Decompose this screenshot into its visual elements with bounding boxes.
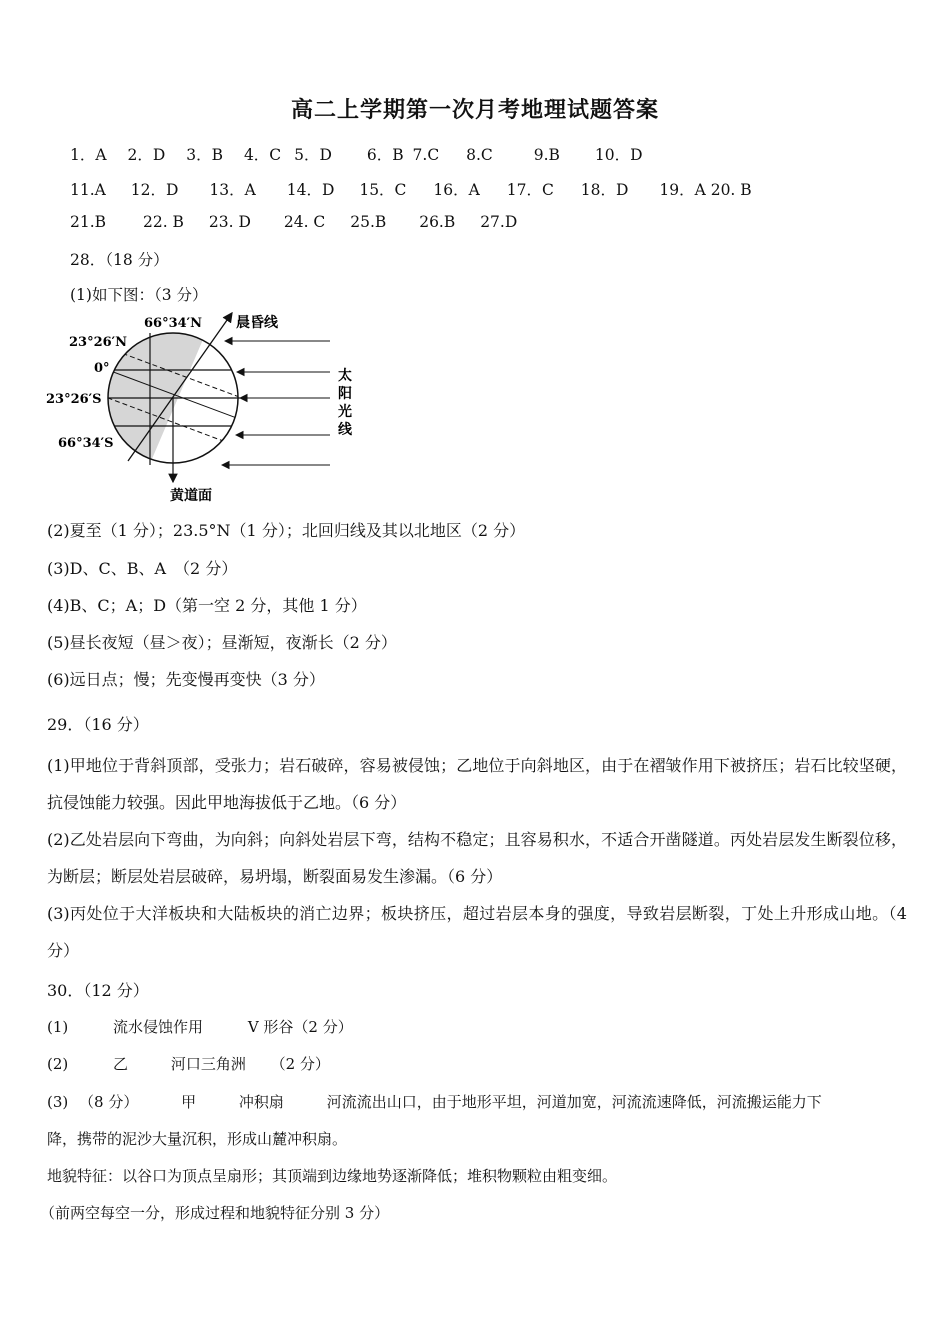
q30-header: 30．（12 分） <box>47 981 149 1000</box>
mc-answer: 22. B <box>142 213 184 231</box>
mc-answer: 1．A <box>70 146 107 164</box>
night-side <box>40 305 222 510</box>
mc-answer: 26.B <box>419 213 456 231</box>
mc-answer: 23. D <box>208 213 251 231</box>
mc-answer: 19．A <box>659 181 706 199</box>
label-terminator: 晨昏线 <box>236 315 278 331</box>
mc-answer: 17．C <box>506 181 554 199</box>
q28-answer-2: (2)夏至（1 分）；23.5°N（1 分）；北回归线及其以北地区（2 分） <box>47 521 526 540</box>
mc-answer: 20. B <box>710 181 752 199</box>
mc-answer: 25.B <box>350 213 387 231</box>
q28-answer-3: (3)D、C、B、A （2 分） <box>47 559 238 578</box>
label-0: 0° <box>94 361 110 376</box>
q28-answer-1: (1)如下图：（3 分） <box>70 286 208 304</box>
mc-answer: 18．D <box>580 181 629 199</box>
q29-answer-2: (2)乙处岩层向下弯曲，为向斜；向斜处岩层下弯，结构不稳定；且容易积水，不适合开凿隧道。丙处岩层发生断裂位移，为断层；断层处岩层破碎，易坍塌，断裂面易发生渗漏。（6 分） <box>47 830 907 886</box>
q28-answer-4: (4)B、C；A；D（第一空 2 分，其他 1 分） <box>47 596 367 615</box>
answer-part: （2 分） <box>270 1055 330 1073</box>
q30-answer-3-continued: 降，携带的泥沙大量沉积，形成山麓冲积扇。 <box>47 1130 348 1148</box>
q30-answer-3 <box>47 1091 822 1112</box>
label-sunlight: 光 <box>338 404 352 420</box>
mc-answer: 6．B <box>366 146 404 164</box>
answer-score: （8 分） <box>79 1093 139 1111</box>
mc-answer: 13．A <box>209 181 256 199</box>
mc-row-1 <box>70 143 643 165</box>
mc-answer: 27.D <box>480 213 518 231</box>
label-23s: 23°26′S <box>46 392 102 407</box>
mc-answer: 12．D <box>130 181 179 199</box>
q28-header: 28．（18 分） <box>70 251 169 269</box>
q30-answer-1 <box>47 1016 353 1037</box>
mc-answer: 2．D <box>127 146 166 164</box>
label-23n: 23°26′N <box>69 335 127 350</box>
answer-number: (3) <box>47 1093 69 1111</box>
answer-part: 乙 <box>113 1055 129 1073</box>
mc-answer: 7.C <box>412 146 440 164</box>
mc-answer: 4．C <box>243 146 282 164</box>
mc-answer: 8.C <box>466 146 493 164</box>
answer-number: (1) <box>47 1018 69 1036</box>
answer-part: 河口三角洲 <box>170 1055 246 1073</box>
mc-answer: 3．B <box>186 146 223 164</box>
q30-scoring-note: （前两空每空一分，形成过程和地貌特征分别 3 分） <box>40 1204 390 1222</box>
q29-header: 29．（16 分） <box>47 715 149 734</box>
q29-answer-3: (3)丙处位于大洋板块和大陆板块的消亡边界；板块挤压，超过岩层本身的强度，导致岩层断裂，丁处上升形成山地。（4 分） <box>47 904 907 960</box>
q30-answer-2 <box>47 1053 330 1074</box>
mc-answer: 11.A <box>70 181 106 199</box>
mc-row-2 <box>70 178 752 200</box>
answer-part: 河流流出山口，由于地形平坦，河道加宽，河流流速降低，河流搬运能力下 <box>326 1093 822 1111</box>
mc-answer: 14．D <box>286 181 335 199</box>
answer-part: 冲积扇 <box>238 1093 284 1111</box>
label-sunlight: 太 <box>338 368 352 384</box>
label-66n: 66°34′N <box>144 316 202 331</box>
answer-part: V 形谷（2 分） <box>247 1018 353 1036</box>
page-title: 高二上学期第一次月考地理试题答案 <box>290 97 659 123</box>
answer-part: 流水侵蚀作用 <box>113 1018 204 1036</box>
mc-answer: 10．D <box>594 146 643 164</box>
q28-answer-6: (6)远日点；慢；先变慢再变快（3 分） <box>47 670 325 689</box>
label-ecliptic: 黄道面 <box>170 488 212 504</box>
mc-answer: 24. C <box>283 213 326 231</box>
mc-row-3 <box>70 213 517 231</box>
answer-number: (2) <box>47 1055 69 1073</box>
q28-answer-5: (5)昼长夜短（昼＞夜）；昼渐短，夜渐长（2 分） <box>47 633 397 652</box>
answer-part: 甲 <box>181 1093 197 1111</box>
earth-illumination-diagram <box>40 305 380 510</box>
label-66s: 66°34′S <box>58 436 114 451</box>
q29-answer-1: (1)甲地位于背斜顶部，受张力；岩石破碎，容易被侵蚀；乙地位于向斜地区，由于在褶皱作用下被挤压；岩石比较坚硬，抗侵蚀能力较强。因此甲地海拔低于乙地。（6 分） <box>47 756 907 812</box>
mc-answer: 16．A <box>433 181 480 199</box>
mc-answer: 9.B <box>533 146 560 164</box>
label-sunlight: 线 <box>338 422 352 438</box>
mc-answer: 21.B <box>70 213 107 231</box>
mc-answer: 5．D <box>294 146 332 164</box>
mc-answer: 15．C <box>359 181 407 199</box>
label-sunlight: 阳 <box>338 386 352 402</box>
q30-landform-feature: 地貌特征：以谷口为顶点呈扇形；其顶端到边缘地势逐渐降低；堆积物颗粒由粗变细。 <box>47 1167 618 1185</box>
